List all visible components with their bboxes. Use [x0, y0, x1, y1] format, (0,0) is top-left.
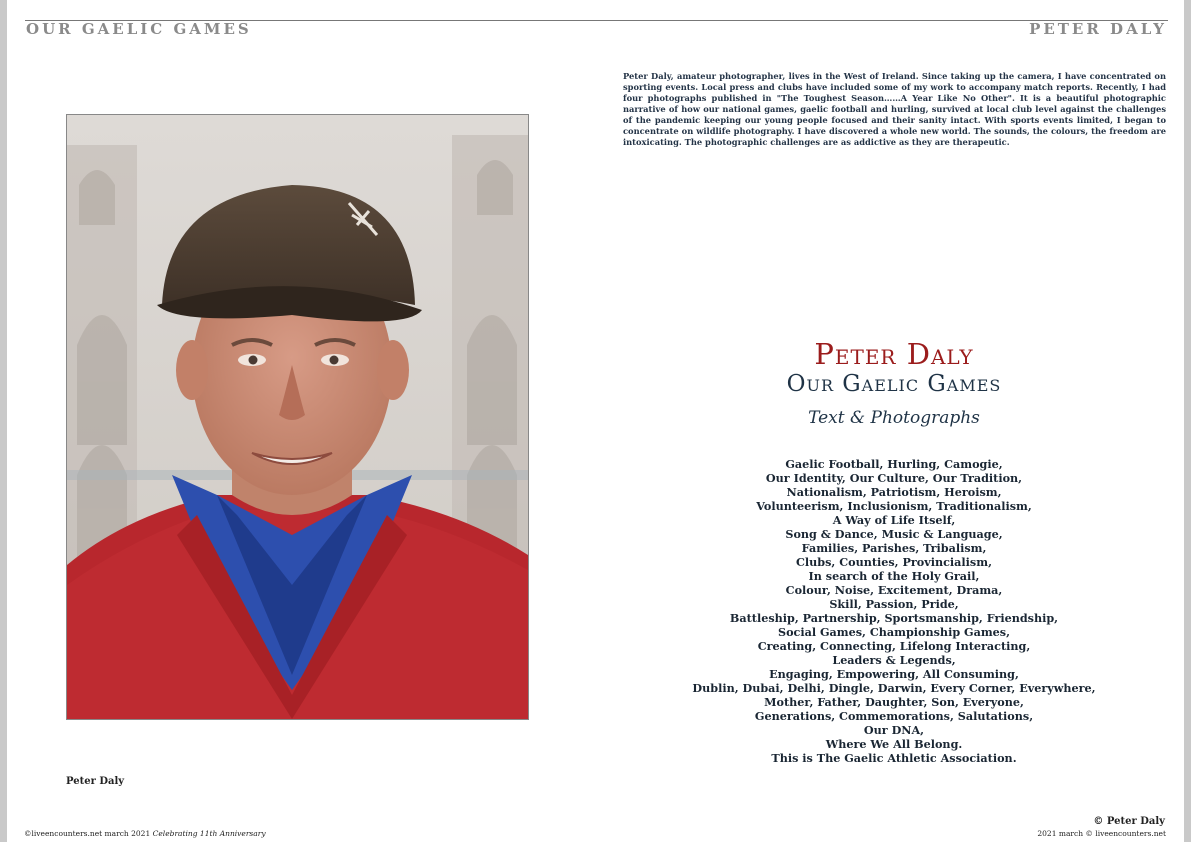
poem-line: Leaders & Legends,	[832, 653, 956, 667]
poem-line: Song & Dance, Music & Language,	[785, 527, 1003, 541]
poem-line: A Way of Life Itself,	[832, 513, 956, 527]
poem	[620, 457, 1168, 765]
poem-line: Creating, Connecting, Lifelong Interacting,	[757, 639, 1031, 653]
portrait-photo	[66, 114, 529, 720]
portrait-illustration	[67, 115, 528, 719]
poem-line: Clubs, Counties, Provincialism,	[796, 555, 992, 569]
poem-line: Families, Parishes, Tribalism,	[801, 541, 987, 555]
poem-line: In search of the Holy Grail,	[808, 569, 980, 583]
poem-line: Social Games, Championship Games,	[778, 625, 1010, 639]
poem-line: Colour, Noise, Excitement, Drama,	[785, 583, 1003, 597]
poem-line: Skill, Passion, Pride,	[829, 597, 959, 611]
poem-line: Mother, Father, Daughter, Son, Everyone,	[764, 695, 1024, 709]
footer-right: 2021 march © liveencounters.net	[1037, 829, 1166, 838]
footer-anniversary: Celebrating 11th Anniversary	[152, 829, 266, 838]
footer-left-text: ©liveencounters.net march 2021	[24, 829, 153, 838]
author-bio: Peter Daly, amateur photographer, lives in the West of Ireland. Since taking up the camera, I have concentrated on sporting events. Local press and clubs have included some of my work to accompany match reports. Recently, I had four photographs published in "The Toughest Season……A Year Like No Other". It is a beautiful photographic narrative of how our national games, gaelic football and hurling, survived at local club level against the challenges of the pandemic keeping our young people focused and their sanity intact. With sports events limited, I began to concentrate on wildlife photography. I have discovered a whole new world. The sounds, the colours, the freedom are intoxicating. The photographic challenges are as addictive as they are therapeutic.	[623, 71, 1166, 147]
poem-line: Where We All Belong.	[825, 737, 963, 751]
author-name-title: Peter Daly	[814, 337, 974, 371]
article-title: Our Gaelic Games	[786, 371, 1002, 397]
poem-line: Our Identity, Our Culture, Our Tradition,	[765, 471, 1023, 485]
poem-line: Engaging, Empowering, All Consuming,	[769, 667, 1019, 681]
running-header-left: OUR GAELIC GAMES	[26, 20, 252, 38]
poem-line: Volunteerism, Inclusionism, Traditionalism,	[756, 499, 1032, 513]
page-frame-right	[1184, 0, 1191, 842]
poem-line: Nationalism, Patriotism, Heroism,	[786, 485, 1002, 499]
poem-line: Our DNA,	[863, 723, 925, 737]
poem-line: This is The Gaelic Athletic Association.	[771, 751, 1017, 765]
footer-left	[24, 829, 266, 838]
poem-line: Dublin, Dubai, Delhi, Dingle, Darwin, Every Corner, Everywhere,	[692, 681, 1096, 695]
poem-line: Battleship, Partnership, Sportsmanship, Friendship,	[729, 611, 1059, 625]
page-frame-left	[0, 0, 7, 842]
poem-line: Gaelic Football, Hurling, Camogie,	[785, 457, 1003, 471]
poem-line: Generations, Commemorations, Salutations,	[754, 709, 1034, 723]
running-header-right: PETER DALY	[1029, 20, 1167, 38]
article-tagline: Text & Photographs	[808, 408, 980, 428]
photo-caption: Peter Daly	[66, 776, 125, 787]
photo-copyright: © Peter Daly	[1093, 816, 1165, 827]
